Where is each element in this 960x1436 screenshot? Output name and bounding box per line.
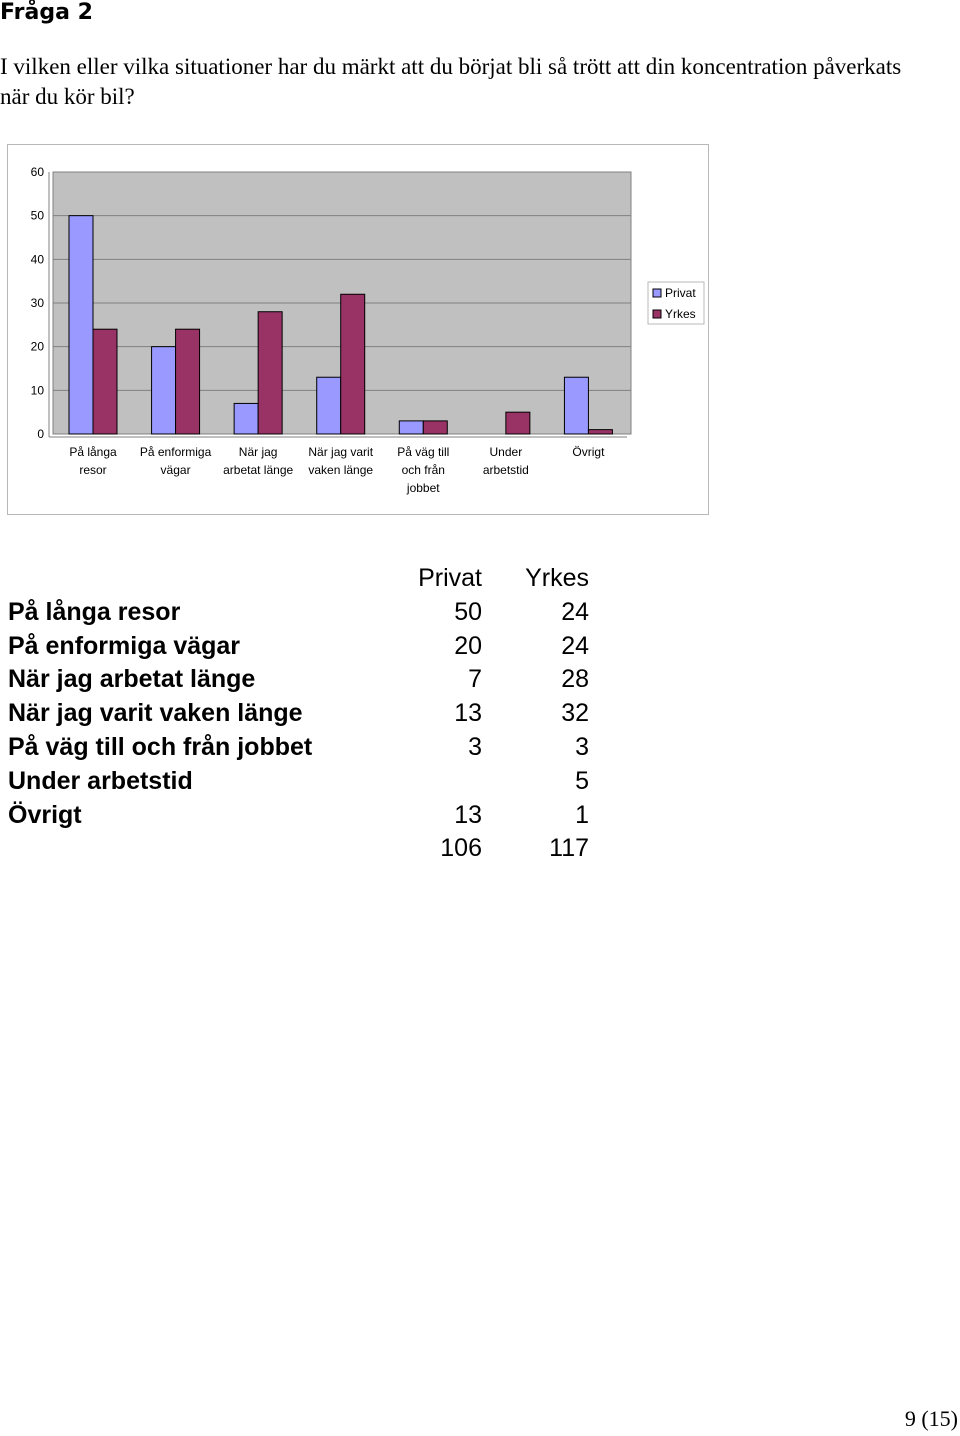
x-tick-label: arbetat länge (223, 463, 294, 477)
x-tick-label: Under (489, 445, 523, 459)
row-label: När jag arbetat länge (8, 665, 256, 694)
legend-label-yrkes: Yrkes (665, 307, 696, 321)
question-text: I vilken eller vilka situationer har du märkt att du börjat bli så trött att din koncentration påverkats när du kör bil? (0, 54, 902, 109)
row-yrkes: 24 (561, 597, 589, 626)
x-tick-label: När jag (238, 445, 278, 459)
table-row (8, 765, 589, 799)
page-number: 9 (15) (904, 1406, 958, 1431)
total-privat: 106 (440, 834, 482, 863)
row-yrkes: 5 (575, 766, 589, 795)
legend-label-privat: Privat (665, 286, 696, 300)
y-tick-label: 10 (30, 383, 44, 398)
table-row (8, 630, 589, 664)
y-tick-label: 30 (30, 296, 44, 310)
bar-yrkes (93, 329, 117, 434)
x-tick-label: arbetstid (482, 463, 529, 477)
question-heading: Fråga 2 (0, 0, 93, 25)
bar-yrkes (258, 312, 282, 434)
row-label: Övrigt (8, 800, 82, 829)
row-label: På enformiga vägar (8, 631, 241, 660)
row-label: Under arbetstid (8, 766, 193, 795)
x-tick-label: resor (79, 463, 107, 477)
row-yrkes: 28 (561, 665, 589, 694)
x-tick-label: och från (401, 463, 445, 477)
bar-yrkes (176, 329, 200, 434)
y-tick-label: 0 (37, 427, 44, 441)
y-tick-label: 40 (30, 252, 44, 267)
y-tick-label: 60 (30, 165, 44, 179)
table-header-yrkes: Yrkes (525, 564, 589, 592)
x-tick-label: vägar (160, 463, 191, 477)
table-row (8, 731, 589, 765)
bar-yrkes (506, 412, 530, 434)
table-total-row (8, 832, 589, 866)
row-privat: 13 (454, 699, 482, 728)
table-header-empty (8, 562, 388, 596)
row-yrkes: 3 (575, 732, 589, 761)
row-yrkes: 1 (575, 800, 589, 829)
table-header-row (8, 562, 589, 596)
y-tick-label: 50 (30, 208, 44, 223)
chart-container (7, 144, 709, 515)
bar-privat (564, 377, 588, 434)
x-tick-label: vaken länge (308, 463, 374, 477)
table-row (8, 697, 589, 731)
row-yrkes: 24 (561, 631, 589, 660)
row-privat (388, 765, 482, 799)
total-yrkes: 117 (549, 834, 589, 863)
legend-swatch-yrkes (653, 310, 661, 318)
table-row (8, 799, 589, 833)
row-label: På väg till och från jobbet (8, 732, 313, 761)
table-header-privat: Privat (418, 564, 482, 592)
table-row (8, 596, 589, 630)
x-tick-label: När jag varit (308, 445, 374, 459)
bar-privat (317, 377, 341, 434)
legend-swatch-privat (653, 289, 661, 297)
row-yrkes: 32 (561, 699, 589, 728)
bar-privat (399, 421, 423, 434)
data-table (8, 562, 589, 866)
bar-privat (69, 216, 93, 434)
row-label: När jag varit vaken länge (8, 699, 303, 728)
bar-chart (8, 145, 710, 516)
row-label: På långa resor (8, 597, 181, 626)
row-privat: 50 (454, 597, 482, 626)
y-tick-label: 20 (30, 339, 44, 354)
row-privat: 13 (454, 800, 482, 829)
table-row (8, 663, 589, 697)
row-privat: 20 (454, 631, 482, 660)
x-tick-label: På väg till (397, 445, 450, 459)
bar-yrkes (588, 430, 612, 434)
total-label (8, 832, 388, 866)
x-tick-label: Övrigt (572, 445, 605, 459)
x-tick-label: På långa (69, 445, 117, 459)
x-tick-label: jobbet (406, 481, 440, 495)
x-tick-label: På enformiga (139, 445, 212, 459)
bar-privat (234, 403, 258, 434)
bar-yrkes (423, 421, 447, 434)
row-privat: 7 (468, 665, 482, 694)
row-privat: 3 (468, 732, 482, 761)
bar-yrkes (341, 294, 365, 434)
bar-privat (152, 347, 176, 434)
